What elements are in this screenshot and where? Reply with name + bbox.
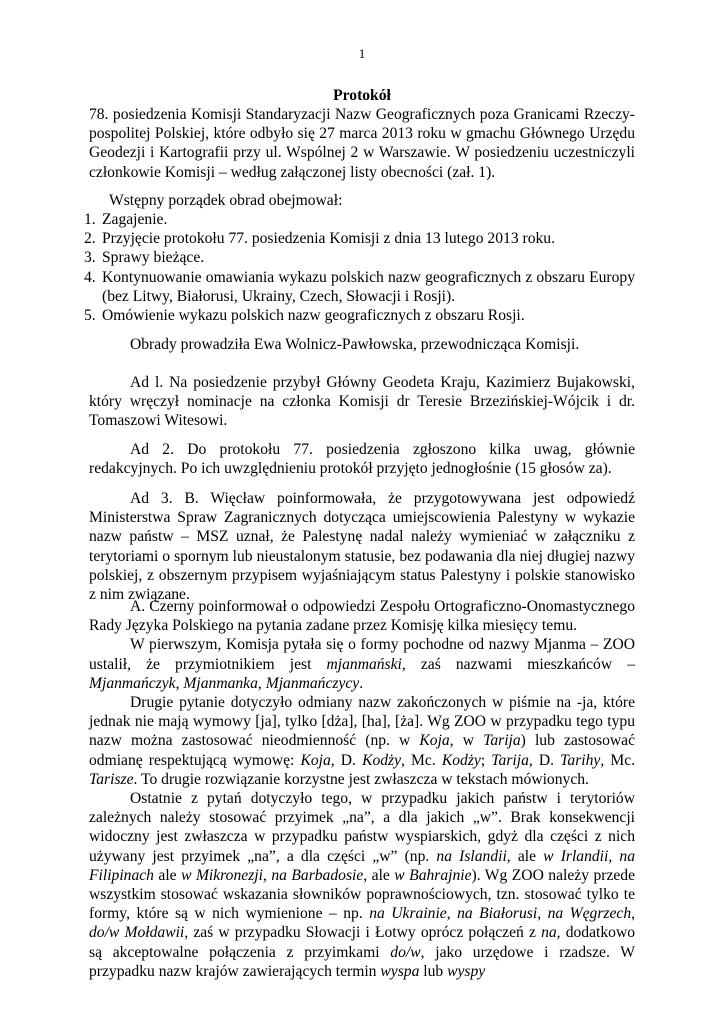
italic-term: Tarija: [491, 751, 529, 769]
agenda-item-text: Kontynuowanie omawiania wykazu polskich nazw geograficznych z obszaru Europy (bez Litwy, Białorusi, Ukrainy, Czech, Słowacji i Rosji).: [102, 268, 635, 305]
text-run: lub: [419, 962, 448, 980]
text-run: ,: [537, 905, 548, 923]
italic-term: w Mikronezji: [181, 866, 263, 884]
agenda-item-text: Zagajenie.: [102, 211, 168, 228]
italic-term: Tarihy: [560, 751, 601, 769]
agenda-item: [84, 210, 635, 229]
italic-term: na Barbadosie: [271, 866, 364, 884]
agenda-item: [84, 306, 635, 325]
italic-term: na Białorusi: [457, 905, 538, 923]
agenda-item-number: 1.: [84, 211, 96, 228]
agenda-list: [84, 210, 635, 325]
ad2-text: Ad 2. Do protokołu 77. posiedzenia zgłoszono kilka uwag, głównie redakcyjnych. Po ich uwzględnieniu protokół przyjęto jednogłośnie (15 głosów za).: [89, 441, 635, 478]
agenda-item: [84, 248, 635, 267]
text-run: ,: [175, 674, 184, 692]
text-run: , w: [449, 732, 484, 750]
italic-term: Koja: [419, 732, 450, 750]
text-run: ,: [446, 905, 458, 923]
page-number: 1: [358, 46, 366, 61]
text-run: .: [359, 674, 364, 692]
italic-term: Mjanmańczyk: [89, 674, 176, 692]
text-run: , D.: [528, 751, 561, 769]
agenda-item-text: Przyjęcie protokołu 77. posiedzenia Komisji z dnia 13 lutego 2013 roku.: [102, 230, 555, 248]
text-run: , zaś nazwami mieszkańców –: [401, 655, 635, 673]
czerny-text: A. Czerny poinformował o odpowiedzi Zespołu Ortograficzno-Onomastycznego Rady Języka Polskiego na pytania zadane przez Komisję kilka miesięcy temu.: [89, 598, 635, 635]
chair-text: Obrady prowadziła Ewa Wolnicz-Pawłowska, przewodnicząca Komisji.: [130, 336, 580, 353]
text-run: , ale: [506, 847, 544, 865]
italic-term: na Islandii: [436, 847, 507, 865]
text-run: , jako urzędowe i rzadsze. W przypadku nazw krajów zawierających termin: [89, 943, 635, 980]
intro-paragraph: [89, 105, 635, 182]
question-1-paragraph: [89, 635, 635, 693]
text-run: ;: [480, 751, 492, 769]
italic-term: do/w: [390, 943, 421, 961]
question-2-paragraph: [89, 693, 635, 789]
ad1-paragraph: [89, 373, 635, 431]
agenda-item-text: Omówienie wykazu polskich nazw geograficznych z obszaru Rosji.: [102, 307, 525, 325]
text-run: , Mc.: [401, 751, 442, 769]
italic-term: w Irlandii: [543, 847, 609, 865]
italic-term: Kodży: [362, 751, 402, 769]
document-title: Protokół: [333, 87, 391, 104]
italic-term: Koja: [300, 751, 331, 769]
italic-term: na Filipinach: [89, 847, 635, 884]
italic-term: na: [541, 924, 557, 942]
czerny-section: [89, 597, 635, 981]
text-run: , dodatkowo są akceptowalne połączenia z przyimkami: [89, 924, 636, 961]
italic-term: w Bahrajnie: [394, 866, 472, 884]
italic-term: na Ukrainie: [369, 905, 447, 923]
text-run: ,: [631, 905, 636, 923]
italic-term: Mjanmanka: [183, 674, 258, 692]
text-run: W pierwszym, Komisja pytała się o formy pochodne od nazwy Mjanma – ZOO ustalił, że przymiotnikiem jest: [89, 636, 635, 673]
text-run: ,: [257, 674, 266, 692]
text-run: ale: [153, 866, 182, 884]
ad1-text: Ad l. Na posiedzenie przybył Główny Geodeta Kraju, Kazimierz Bujakowski, który wręczył nominacje na członka Komisji dr Teresie Brzezińskiej-Wójcik i dr. Tomaszowi Witesowi.: [89, 374, 635, 430]
text-run: . To drugie rozwiązanie korzystne jest zwłaszcza w tekstach mówionych.: [133, 770, 589, 788]
italic-term: Kodży: [441, 751, 481, 769]
text-run: Drugie pytanie dotyczyło odmiany nazw zakończonych w piśmie na -ja, które jednak nie mają wymowy [ja], tylko [dża], [ha], [ża]. Wg ZOO w przypadku tego typu nazw można zastosować nieodmienność (np. w: [89, 694, 635, 750]
italic-term: Mjanmańczycy: [265, 674, 360, 692]
italic-term: do/w Mołdawii: [89, 924, 185, 942]
agenda-item: [84, 268, 635, 306]
text-run: , Mc.: [600, 751, 636, 769]
chair-paragraph: [89, 335, 635, 354]
text-run: ) lub zastosować odmianę respektującą wymowę:: [89, 732, 635, 769]
text-run: , zaś w przypadku Słowacji i Łotwy oprócz połączeń z: [184, 924, 542, 942]
intro-text: 78. posiedzenia Komisji Standaryzacji Nazw Geograficznych poza Granicami Rzeczypospolitej Polskiej, które odbyło się 27 marca 2013 roku w gmachu Głównego Urzędu Geodezji i Kartografii przy ul. Wspólnej 2 w Warszawie. W posiedzeniu uczestniczyli członkowie Komisji – według załączonej listy obecności (zał. 1).: [89, 106, 635, 181]
text-run: Ostatnie z pytań dotyczyło tego, w przypadku jakich państw i terytoriów zależnych należy stosować przyimek „na”, a dla jakich „w”. Brak konsekwencji widoczny jest zwłaszcza w przypadku państw wyspiarskich, gdyż dla części z nich używany jest przyimek „na”, a dla części „w” (np.: [89, 790, 635, 865]
agenda-item-number: 4.: [84, 268, 96, 286]
agenda-section: [89, 191, 635, 210]
text-run: ,: [262, 866, 272, 884]
agenda-item-text: Sprawy bieżące.: [102, 249, 205, 267]
ad3-text: Ad 3. B. Więcław poinformowała, że przygotowywana jest odpowiedź Ministerstwa Spraw Zagranicznych dotycząca umiejscowienia Palestyny w wykazie nazw państw – MSZ uznał, że Palestynę nadal należy wymieniać w załączniku z terytoriami o spornym lub nieustalonym statusie, bez podawania dla niej długiej nazwy polskiej, z obszernym przypisem wyjaśniającym status Palestyny i polskie stanowisko z nim związane.: [89, 490, 635, 604]
text-run: , D.: [330, 751, 363, 769]
agenda-item: [84, 229, 635, 248]
text-run: , ale: [363, 866, 395, 884]
question-3-paragraph: [89, 789, 635, 981]
italic-term: mjanmański: [326, 655, 402, 673]
text-run: ). Wg ZOO należy przede wszystkim stosować wskazania słowników poprawnościowych, tzn. stosować tylko te formy, które są w nich wymienione – np.: [89, 866, 636, 923]
agenda-item-number: 5.: [84, 307, 96, 325]
italic-term: wyspy: [447, 962, 486, 980]
text-run: ,: [608, 847, 620, 865]
agenda-heading: Wstępny porządek obrad obejmował:: [109, 192, 343, 209]
ad2-paragraph: [89, 440, 635, 478]
ad3-paragraph: [89, 489, 635, 604]
italic-term: na Węgrzech: [547, 905, 632, 923]
italic-term: wyspa: [380, 962, 420, 980]
agenda-item-number: 3.: [84, 249, 96, 267]
italic-term: Tarija: [483, 732, 521, 750]
italic-term: Tarisze: [89, 770, 134, 788]
agenda-item-number: 2.: [84, 230, 96, 248]
